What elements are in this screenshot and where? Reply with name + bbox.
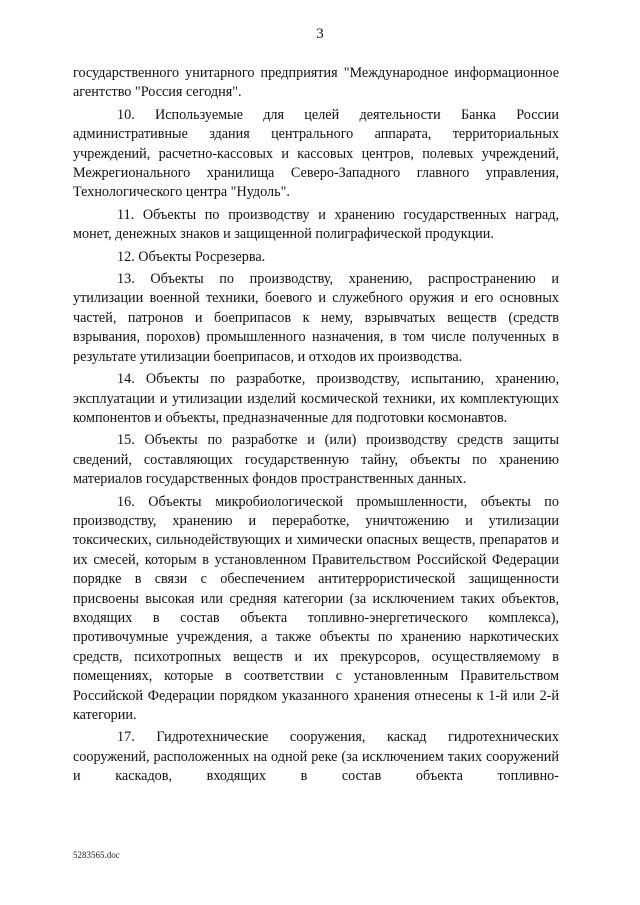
paragraph-item-16: 16. Объекты микробиологической промышленности, объекты по производству, хранению и переработке, уничтожению и утилизации токсических, сильнодействующих и химически опасных веществ, препаратов и их смесей, которым в установленном Правительством Российской Федерации порядке в связи с обеспечением антитеррористической защищенности присвоены высокая или средняя категории (за исключением таких объектов, входящих в состав объекта топливно-энергетического комплекса), противочумные учреждения, а также объекты по хранению наркотических средств, психотропных веществ и их прекурсоров, осуществляемому в помещениях, которые в соответствии с установленным Правительством Российской Федерации порядком указанного хранения отнесены к 1-й или 2-й категории. — [73, 493, 559, 723]
document-body — [73, 64, 559, 790]
paragraph-item-12: 12. Объекты Росрезерва. — [117, 248, 266, 265]
paragraph-item-11: 11. Объекты по производству и хранению государственных наград, монет, денежных знаков и защищенной полиграфической продукции. — [73, 206, 559, 243]
paragraph-item-15: 15. Объекты по разработке и (или) производству средств защиты сведений, составляющих государственную тайну, объекты по хранению материалов государственных фондов пространственных данных. — [73, 432, 559, 488]
document-footer-filename: 5283565.doc — [73, 850, 120, 860]
paragraph-continuation: государственного унитарного предприятия "Международное информационное агентство "Россия сегодня". — [73, 65, 559, 101]
page-number: 3 — [316, 26, 324, 42]
paragraph-item-10: 10. Используемые для целей деятельности Банка России административные здания центрального аппарата, территориальных учреждений, расчетно-кассовых и кассовых центров, полевых учреждений, Межрегионального хранилища Северо-Западного главного управления, Технологического центра "Нудоль". — [73, 106, 559, 201]
paragraph-item-17: 17. Гидротехнические сооружения, каскад гидротехнических сооружений, расположенных на одной реке (за исключением таких сооружений и каскадов, входящих в состав объекта топливно- — [73, 729, 559, 785]
paragraph-item-13: 13. Объекты по производству, хранению, распространению и утилизации военной техники, боевого и служебного оружия и его основных частей, патронов и боеприпасов к нему, взрывчатых веществ (средств взрывания, порохов) промышленного назначения, в том числе полученных в результате утилизации боеприпасов, и отходов их производства. — [73, 271, 559, 365]
paragraph-item-14: 14. Объекты по разработке, производству, испытанию, хранению, эксплуатации и утилизации изделий космической техники, их комплектующих компонентов и объекты, предназначенные для подготовки космонавтов. — [73, 371, 559, 426]
